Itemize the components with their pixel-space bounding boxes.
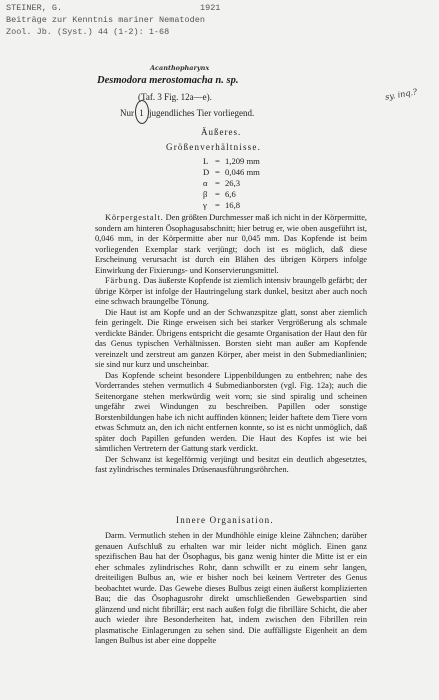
measurement-row: D = 0,046 mm — [203, 167, 260, 177]
specimen-count: 1 — [139, 108, 144, 118]
measurement-value: 26,3 — [225, 178, 241, 188]
measurement-row: γ = 16,8 — [203, 200, 241, 210]
paragraph-haut: Die Haut ist am Kopfe und an der Schwanzspitze glatt, sonst aber ziemlich fein geringelt. Die Ringe erweisen sich bei starker Vergrößerung als schmale verdickte Bänder. Übrigens entspricht die gesamte Organisation der Haut den für das Genus typischen Verhältnissen. Borsten sieht man außer am Kopfende vereinzelt und zerstreut am ganzen Körper, aber meist in den Submedianlinien; sie sind nur kurz und unscheinbar. — [95, 307, 367, 369]
genus-annotation: Acanthopharynx — [150, 64, 210, 72]
ref-year: 1921 — [200, 3, 221, 13]
ref-title: Beiträge zur Kenntnis mariner Nematoden — [6, 15, 205, 25]
paragraph-head: Körpergestalt. — [105, 213, 164, 222]
measurement-key: γ — [203, 200, 207, 210]
paragraph-koerpergestalt: Körpergestalt. Den größten Durchmesser maß ich nicht in der Körpermitte, sondern am hinteren Ösophagusabschnitt; hier betrug er, wie oben ausgeführt ist, 0,046 mm, in der Körpermitte aber nur 0,045 mm. Das Kopfende ist beim vorliegenden Exemplar stark verjüngt; doch ist es möglich, daß diese Erscheinung verursacht ist durch ein Blähen des übrigen Körpers infolge Einwirkung der Fixierungs- und Konservierungsmittel. — [95, 213, 367, 275]
paragraph-darm: Darm. Vermutlich stehen in der Mundhöhle einige kleine Zähnchen; darüber genauen Aufschluß zu erhalten war mir leider nicht möglich. Einen ganz spezifischen Bau hat der Ösophagus, bis ganz wenig hinter die Mitte ist er ein eher schmales zylindrisches Rohr, dann schwillt er zu einem sehr langen, dreiteiligen Bulbus an, wie er bisher noch bei keinem Vertreter des Genus beobachtet wurde. Das Gewebe dieses Bulbus zeigt einen äußerst komplizierten Bau; die das Ösophagusrohr direkt umschließenden Gewebspartien sind glänzend und nicht fibrillär; erst nach außen folgt die fibrilläre Schicht, die aber auch wieder ihre Besonderheiten hat, indem zwischen den Fibrillen rein plasmatische Einlagerungen zu sehen sind. Die auffälligste Eigenheit an dem langen Bulbus ist aber eine doppelte — [95, 531, 367, 645]
section-groessen: Größenverhältnisse. — [166, 142, 262, 152]
ref-author: STEINER, G. — [6, 3, 63, 13]
margin-note: sy. inq.? — [384, 87, 418, 102]
measurement-value: 16,8 — [225, 200, 241, 210]
measurement-row: α = 26,3 — [203, 178, 241, 188]
measurement-row: β = 6,6 — [203, 189, 236, 199]
measurement-value: 0,046 mm — [225, 167, 260, 177]
specimen-text: jugendliches Tier vorliegend. — [149, 108, 255, 118]
measurement-value: 6,6 — [225, 189, 236, 199]
section-aeusseres: Äußeres. — [201, 127, 242, 137]
species-title: Desmodora merostomacha n. sp. — [97, 75, 239, 86]
measurement-value: 1,209 mm — [225, 156, 260, 166]
section-innere: Innere Organisation. — [176, 515, 274, 525]
inner-text — [95, 531, 367, 647]
count-circle-mark — [135, 100, 149, 124]
plate-reference: (Taf. 3 Fig. 12a—e). — [138, 92, 212, 102]
measurements-block — [203, 156, 260, 211]
nur-word: Nur — [120, 108, 134, 118]
paragraph-faerbung: Färbung. Das äußerste Kopfende ist ziemlich intensiv braungelb gefärbt; der übrige Körper ist infolge der Hautringelung stark dunkel, besitzt aber auch noch eine schwach braungelbe Tönung. — [95, 276, 367, 306]
paragraph-head: Färbung. — [105, 276, 142, 285]
paragraph-kopfende: Das Kopfende scheint besondere Lippenbildungen zu entbehren; nahe des Vorderrandes stehen vermutlich 4 Submedianborsten (vgl. Fig. 12a); auch die Seitenorgane stehen merkwürdig weit vorn; sie sind spiralig und scheinen ungefähr zwei Windungen zu beschreiben. Papillen oder sonstige Borstenbildungen habe ich nicht auffinden können; leider haftete dem Tiere vorn etwas Schmutz an, den ich nicht entfernen konnte, so ist es nicht unmöglich, daß später doch Papillen gefunden werden. Die Haut des Kopfes ist wie bei sämtlichen Vertretern der Gattung stark verdickt. — [95, 370, 367, 453]
paragraph-schwanz: Der Schwanz ist kegelförmig verjüngt und besitzt ein deutlich abgesetztes, fast zylindrisches terminales Drüsenausführungsröhrchen. — [95, 454, 367, 474]
outer-text — [95, 213, 367, 476]
measurement-key: L — [203, 156, 209, 166]
measurement-key: D — [203, 167, 210, 177]
measurement-row: L = 1,209 mm — [203, 156, 260, 166]
measurement-key: β — [203, 189, 208, 199]
ref-journal: Zool. Jb. (Syst.) 44 (1-2): 1-68 — [6, 27, 170, 37]
measurement-key: α — [203, 178, 208, 188]
